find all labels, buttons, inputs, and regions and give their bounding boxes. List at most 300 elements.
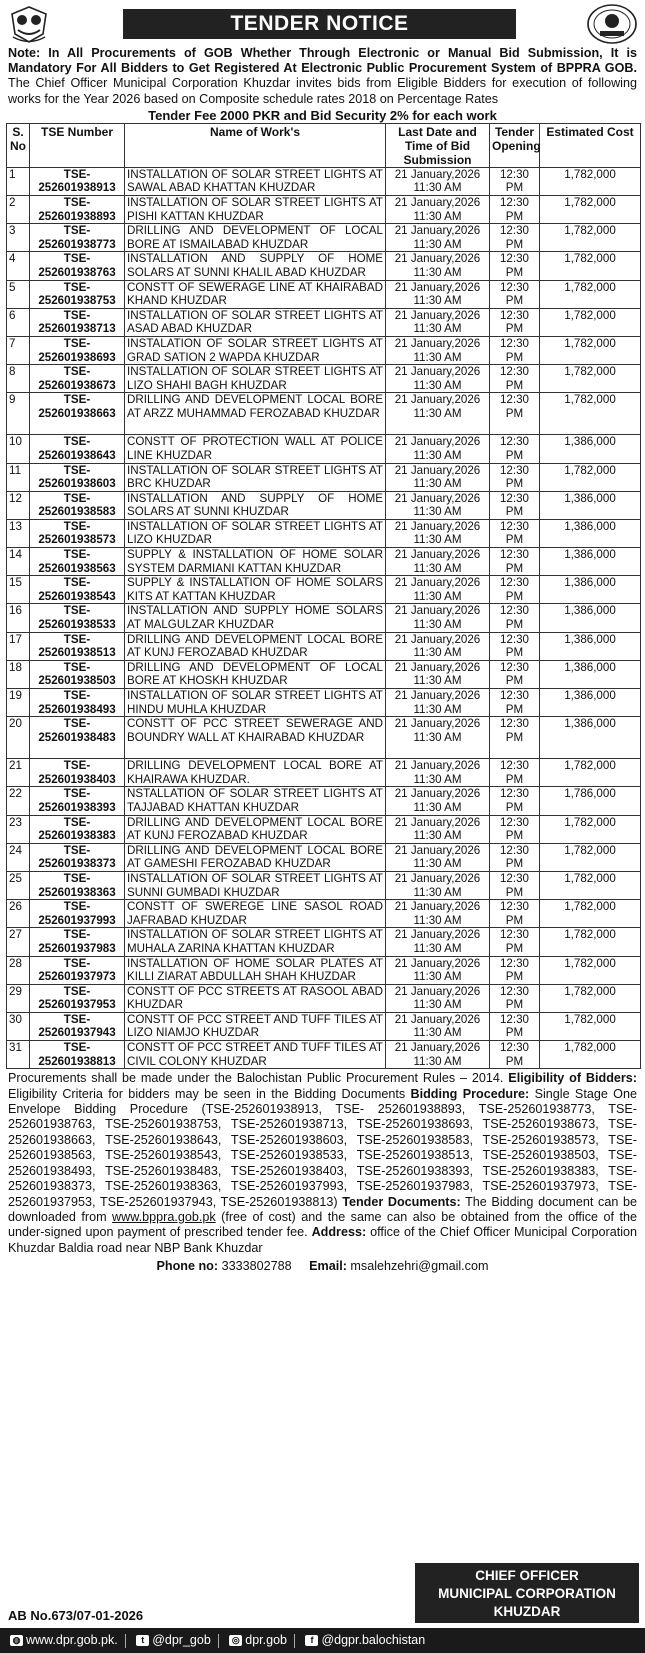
deadline-date: 21 January,2026 [394,900,481,914]
tender-fee-line: Tender Fee 2000 PKR and Bid Security 2% for each work [148,107,497,123]
twitter-icon: t [136,1635,149,1646]
terms-text-5: (free of cost) and the same can also be obtained from the office of the under-signed upon payment of prescribed tender fee. [8,1209,637,1240]
tse-prefix: TSE- [63,984,91,998]
table-row [7,336,641,364]
opening-time: 12:30 [499,984,529,998]
tse-prefix: TSE- [63,1041,91,1055]
tse-number: 252601937973 [38,970,116,984]
twitter-item [136,1628,211,1653]
cell-tse [30,576,125,604]
table-header-row [7,123,641,167]
deadline-date: 21 January,2026 [394,491,481,505]
deadline-time: 11:30 AM [413,237,462,251]
cell-work-name: INSTALLATION OF SOLAR STREET LIGHTS AT BRC KHUZDAR [125,463,386,491]
cell-tse [30,1041,125,1069]
advertisement-number: AB No.673/07-01-2026 [8,1608,144,1623]
opening-time: 12:30 [499,491,529,505]
cell-opening [490,843,540,871]
tse-number: 252601938913 [38,181,116,195]
tse-number: 252601938503 [38,674,116,688]
cell-work-name: CONSTT OF PCC STREET SEWERAGE AND BOUNDRY WALL AT KHAIRABAD KHUZDAR [125,717,386,759]
header [0,0,645,46]
tse-prefix: TSE- [63,224,91,238]
table-row [7,928,641,956]
deadline-date: 21 January,2026 [394,196,481,209]
cell-opening [490,435,540,463]
cell-deadline [386,1012,490,1040]
cell-cost: 1,386,000 [540,632,641,660]
cell-opening [490,308,540,336]
deadline-date: 21 January,2026 [394,1012,481,1026]
cell-tse [30,491,125,519]
tse-number: 252601938543 [38,589,116,603]
table-row [7,576,641,604]
deadline-date: 21 January,2026 [394,519,481,533]
opening-time: 12:30 [499,519,529,533]
tse-prefix: TSE- [63,393,91,407]
cell-sno: 20 [7,717,30,759]
cell-sno: 23 [7,815,30,843]
cell-opening [490,519,540,547]
cell-work-name: INSTALLATION AND SUPPLY OF HOME SOLARS AT SUNNI KHUZDAR [125,491,386,519]
deadline-date: 21 January,2026 [394,928,481,942]
opening-time: 12:30 [499,759,529,773]
cell-sno: 17 [7,632,30,660]
instagram-handle[interactable]: dpr.gob [245,1633,287,1647]
cell-cost: 1,386,000 [540,604,641,632]
tse-number: 252601938373 [38,857,116,871]
cell-work-name: INSTALLATION OF SOLAR STREET LIGHTS AT LIZO KHUZDAR [125,519,386,547]
tse-prefix: TSE- [63,519,91,533]
table-row [7,689,641,717]
deadline-date: 21 January,2026 [394,759,481,773]
cell-sno: 1 [7,167,30,195]
opening-period: PM [505,533,524,547]
header-name: Name of Work's [125,123,386,167]
cell-tse [30,689,125,717]
cell-work-name: CONSTT OF PCC STREET AND TUFF TILES AT LIZO NIAMJO KHUZDAR [125,1012,386,1040]
cell-deadline [386,365,490,393]
deadline-date: 21 January,2026 [394,660,481,674]
tse-number: 252601938813 [38,1054,116,1068]
cell-sno: 8 [7,365,30,393]
tse-prefix: TSE- [63,660,91,674]
deadline-date: 21 January,2026 [394,365,481,379]
cell-opening [490,548,540,576]
cell-opening [490,632,540,660]
cell-sno: 12 [7,491,30,519]
table-row [7,224,641,252]
tse-prefix: TSE- [63,632,91,646]
address-heading: Address: [311,1225,367,1240]
cell-tse [30,759,125,787]
opening-period: PM [505,913,524,927]
cell-deadline [386,815,490,843]
deadline-date: 21 January,2026 [394,463,481,477]
cell-cost: 1,782,000 [540,196,641,224]
tse-number: 252601938673 [38,378,116,392]
tse-prefix: TSE- [63,365,91,379]
tse-prefix: TSE- [63,308,91,322]
cell-cost: 1,782,000 [540,280,641,308]
opening-time: 12:30 [499,843,529,857]
table-row [7,787,641,815]
cell-cost: 1,386,000 [540,576,641,604]
cell-cost: 1,782,000 [540,759,641,787]
tse-prefix: TSE- [63,1012,91,1026]
opening-period: PM [505,505,524,519]
deadline-time: 11:30 AM [413,857,462,871]
cell-deadline [386,660,490,688]
tender-documents-heading: Tender Documents: [342,1194,461,1209]
cell-deadline [386,463,490,491]
phone-number: 3333802788 [221,1259,292,1274]
cell-deadline [386,928,490,956]
table-row [7,815,641,843]
cell-sno: 6 [7,308,30,336]
signature-line-1: CHIEF OFFICER [475,1568,579,1583]
table-row [7,759,641,787]
cell-sno: 2 [7,196,30,224]
tse-number: 252601938603 [38,477,116,491]
cell-tse [30,435,125,463]
deadline-time: 11:30 AM [413,406,462,420]
opening-period: PM [505,730,524,744]
tender-table [6,123,641,1069]
cell-work-name: INSTALLATION OF SOLAR STREET LIGHTS AT PISHI KATTAN KHUZDAR [125,196,386,224]
deadline-time: 11:30 AM [413,829,462,843]
cell-cost: 1,782,000 [540,336,641,364]
procurement-terms [8,1071,637,1256]
facebook-icon: f [305,1635,318,1646]
cell-deadline [386,900,490,928]
cell-opening [490,956,540,984]
social-bar [0,1628,645,1653]
tse-prefix: TSE- [63,491,91,505]
cell-opening [490,1012,540,1040]
tse-number: 252601938383 [38,829,116,843]
cell-deadline [386,871,490,899]
tse-prefix: TSE- [63,717,91,731]
header-date: Last Date and Time of Bid Submission [386,123,490,167]
opening-time: 12:30 [499,928,529,942]
cell-cost: 1,782,000 [540,956,641,984]
deadline-date: 21 January,2026 [394,689,481,702]
cell-cost: 1,386,000 [540,689,641,717]
opening-time: 12:30 [499,252,529,266]
divider [294,1634,295,1648]
terms-text-3: Single Stage One Envelope Bidding Procedure (TSE-252601938913, TSE- 252601938893, TSE-252601938773, TSE-252601938763, TSE-252601938753, TSE-252601938713, TSE-252601938693, TSE-252601938673, TSE-252601938663, TSE-252601938643, TSE-252601938603, TSE-252601938583, TSE-252601938573, TSE-252601938563, TSE-252601938543, TSE-252601938533, TSE-252601938513, TSE-252601938503, TSE-252601938493, TSE-252601938483, TSE-252601938403, TSE-252601938393, TSE-252601938383, TSE-252601938373, TSE-252601938363, TSE-252601937993, TSE-252601937983, TSE-252601937973, TSE-252601937953, TSE-252601937943, TSE-252601938813) [8,1086,637,1209]
opening-time: 12:30 [499,815,529,829]
table-row [7,365,641,393]
cell-cost: 1,786,000 [540,787,641,815]
table-row [7,167,641,195]
eligibility-heading: Eligibility of Bidders: [508,1071,637,1086]
cell-work-name: DRILLING AND DEVELOPMENT LOCAL BORE AT KUNJ FEROZABAD KHUZDAR [125,632,386,660]
cell-sno: 15 [7,576,30,604]
cell-tse [30,660,125,688]
deadline-time: 11:30 AM [413,913,462,927]
cell-work-name: INSTALATION OF SOLAR STREET LIGHTS AT GRAD SATION 2 WAPDA KHUZDAR [125,336,386,364]
deadline-date: 21 January,2026 [394,576,481,590]
cell-deadline [386,689,490,717]
cell-work-name: SUPPLY & INSTALLATION OF HOME SOLAR SYSTEM DARMIANI KATTAN KHUZDAR [125,548,386,576]
cell-opening [490,604,540,632]
tender-table-body [7,167,641,1068]
opening-time: 12:30 [499,548,529,562]
cell-opening [490,660,540,688]
terms-text-1: Procurements shall be made under the Balochistan Public Procurement Rules – 2014. [8,1071,509,1086]
table-row [7,956,641,984]
tse-number: 252601938773 [38,237,116,251]
tse-prefix: TSE- [63,196,91,209]
cell-cost: 1,386,000 [540,435,641,463]
deadline-time: 11:30 AM [413,322,462,336]
deadline-time: 11:30 AM [413,294,462,308]
cell-tse [30,336,125,364]
header-opening: Tender Opening [490,123,540,167]
header-cost: Estimated Cost [540,123,641,167]
cell-tse [30,393,125,435]
intro-text: The Chief Officer Municipal Corporation Khuzdar invites bids from Eligible Bidders for execution of following works for the Year 2026 based on Composite schedule rates 2018 on Percentage Rates [8,76,637,106]
cell-opening [490,689,540,717]
tse-number: 252601938393 [38,800,116,814]
email-address: msalehzehri@gmail.com [350,1259,489,1274]
cell-sno: 30 [7,1012,30,1040]
cell-sno: 9 [7,393,30,435]
email-label: Email: [309,1259,347,1274]
opening-period: PM [505,209,524,223]
cell-sno: 27 [7,928,30,956]
cell-tse [30,871,125,899]
cell-deadline [386,224,490,252]
cell-deadline [386,252,490,280]
deadline-date: 21 January,2026 [394,717,481,731]
cell-opening [490,252,540,280]
cell-deadline [386,196,490,224]
cell-tse [30,717,125,759]
tse-number: 252601938753 [38,294,116,308]
tse-number: 252601938663 [38,406,116,420]
cell-opening [490,759,540,787]
cell-tse [30,843,125,871]
cell-sno: 28 [7,956,30,984]
tse-number: 252601938693 [38,350,116,364]
cell-tse [30,252,125,280]
cell-deadline [386,604,490,632]
deadline-date: 21 January,2026 [394,336,481,350]
intro-bold: Note: In All Procurements of GOB Whether Through Electronic or Manual Bid Submission, It is Mandatory For All Bidders to Get Registered At Electronic Public Procurement System of BPPRA GOB. [8,46,637,76]
cell-sno: 16 [7,604,30,632]
tse-prefix: TSE- [63,576,91,590]
table-row [7,660,641,688]
cell-deadline [386,393,490,435]
signature-line-2: MUNICIPAL CORPORATION [438,1586,616,1601]
cell-cost: 1,782,000 [540,815,641,843]
opening-time: 12:30 [499,435,529,449]
cell-sno: 4 [7,252,30,280]
cell-cost: 1,782,000 [540,871,641,899]
facebook-handle[interactable]: @dgpr.balochistan [321,1633,426,1647]
bidding-procedure-heading: Bidding Procedure: [410,1086,530,1101]
tse-prefix: TSE- [63,956,91,970]
cell-opening [490,717,540,759]
cell-deadline [386,717,490,759]
cell-tse [30,463,125,491]
cell-work-name: INSTALLATION OF SOLAR STREET LIGHTS AT HINDU MUHLA KHUZDAR [125,689,386,717]
cell-cost: 1,782,000 [540,224,641,252]
table-row [7,308,641,336]
tse-prefix: TSE- [63,252,91,266]
deadline-time: 11:30 AM [413,1054,462,1068]
deadline-time: 11:30 AM [413,561,462,575]
deadline-time: 11:30 AM [413,800,462,814]
cell-deadline [386,491,490,519]
deadline-time: 11:30 AM [413,730,462,744]
cell-cost: 1,782,000 [540,252,641,280]
terms-text-2: Eligibility Criteria for bidders may be seen in the Bidding Documents [8,1086,411,1101]
tse-prefix: TSE- [63,815,91,829]
opening-period: PM [505,885,524,899]
opening-time: 12:30 [499,660,529,674]
bppra-link[interactable]: www.bppra.gob.pk [112,1209,216,1224]
cell-work-name: DRILLING AND DEVELOPMENT LOCAL BORE AT ARZZ MUHAMMAD FEROZABAD KHUZDAR [125,393,386,435]
web-item [10,1628,118,1653]
deadline-time: 11:30 AM [413,702,462,716]
deadline-time: 11:30 AM [413,505,462,519]
table-row [7,632,641,660]
terms-text-4: The Bidding document can be downloaded from [8,1194,637,1224]
cell-sno: 24 [7,843,30,871]
cell-opening [490,336,540,364]
cell-deadline [386,519,490,547]
tse-number: 252601938763 [38,265,116,279]
cell-deadline [386,984,490,1012]
cell-tse [30,167,125,195]
cell-tse [30,984,125,1012]
municipal-corporation-seal-icon [586,3,638,45]
cell-cost: 1,782,000 [540,984,641,1012]
opening-period: PM [505,181,524,195]
deadline-time: 11:30 AM [413,378,462,392]
tse-number: 252601937943 [38,1026,116,1040]
tse-number: 252601938893 [38,209,116,223]
cell-sno: 26 [7,900,30,928]
opening-period: PM [505,618,524,632]
cell-opening [490,224,540,252]
cell-cost: 1,782,000 [540,365,641,393]
cell-work-name: INSTALLATION OF SOLAR STREET LIGHTS AT LIZO SHAHI BAGH KHUZDAR [125,365,386,393]
deadline-time: 11:30 AM [413,998,462,1012]
opening-period: PM [505,589,524,603]
cell-opening [490,900,540,928]
opening-period: PM [505,378,524,392]
cell-opening [490,280,540,308]
tse-number: 252601938573 [38,533,116,547]
cell-opening [490,576,540,604]
cell-tse [30,308,125,336]
deadline-date: 21 January,2026 [394,956,481,970]
opening-time: 12:30 [499,365,529,379]
twitter-handle[interactable]: @dpr_gob [152,1633,211,1647]
tse-number: 252601938643 [38,448,116,462]
cell-deadline [386,336,490,364]
deadline-date: 21 January,2026 [394,815,481,829]
cell-tse [30,815,125,843]
cell-tse [30,365,125,393]
cell-deadline [386,576,490,604]
cell-opening [490,815,540,843]
opening-period: PM [505,772,524,786]
table-row [7,900,641,928]
web-link[interactable]: www.dpr.gob.pk. [26,1633,118,1647]
deadline-time: 11:30 AM [413,674,462,688]
deadline-date: 21 January,2026 [394,632,481,646]
facebook-item [305,1628,425,1653]
opening-time: 12:30 [499,196,529,209]
instagram-icon: ◎ [229,1635,242,1646]
deadline-time: 11:30 AM [413,350,462,364]
cell-opening [490,365,540,393]
header-sno: S. No [7,123,30,167]
opening-time: 12:30 [499,167,529,181]
opening-time: 12:30 [499,224,529,238]
cell-tse [30,956,125,984]
opening-time: 12:30 [499,900,529,914]
opening-period: PM [505,561,524,575]
tse-number: 252601938363 [38,885,116,899]
deadline-time: 11:30 AM [413,209,462,223]
cell-deadline [386,548,490,576]
cell-work-name: INSTALLATION AND SUPPLY OF HOME SOLARS AT SUNNI KHALIL ABAD KHUZDAR [125,252,386,280]
tse-number: 252601938713 [38,322,116,336]
opening-time: 12:30 [499,463,529,477]
deadline-time: 11:30 AM [413,477,462,491]
opening-time: 12:30 [499,1041,529,1055]
cell-opening [490,393,540,435]
cell-opening [490,928,540,956]
cell-cost: 1,782,000 [540,393,641,435]
cell-sno: 3 [7,224,30,252]
tse-prefix: TSE- [63,604,91,618]
cell-cost: 1,782,000 [540,1041,641,1069]
cell-sno: 7 [7,336,30,364]
cell-work-name: DRILLING AND DEVELOPMENT LOCAL BORE AT KUNJ FEROZABAD KHUZDAR [125,815,386,843]
tse-number: 252601937953 [38,998,116,1012]
tse-prefix: TSE- [63,548,91,562]
table-row [7,393,641,435]
cell-work-name: SUPPLY & INSTALLATION OF HOME SOLARS KITS AT KATTAN KHUZDAR [125,576,386,604]
cell-opening [490,167,540,195]
cell-cost: 1,782,000 [540,463,641,491]
deadline-date: 21 January,2026 [394,308,481,322]
deadline-time: 11:30 AM [413,589,462,603]
cell-tse [30,196,125,224]
opening-period: PM [505,674,524,688]
opening-time: 12:30 [499,604,529,618]
tse-prefix: TSE- [63,759,91,773]
deadline-date: 21 January,2026 [394,787,481,801]
deadline-time: 11:30 AM [413,885,462,899]
cell-opening [490,463,540,491]
cell-work-name: CONSTT OF SEWERAGE LINE AT KHAIRABAD KHAND KHUZDAR [125,280,386,308]
cell-tse [30,224,125,252]
cell-work-name: CONSTT OF PCC STREET AND TUFF TILES AT CIVIL COLONY KHUZDAR [125,1041,386,1069]
page-title: TENDER NOTICE [123,9,516,39]
deadline-date: 21 January,2026 [394,871,481,885]
table-row [7,252,641,280]
tse-number: 252601938563 [38,561,116,575]
